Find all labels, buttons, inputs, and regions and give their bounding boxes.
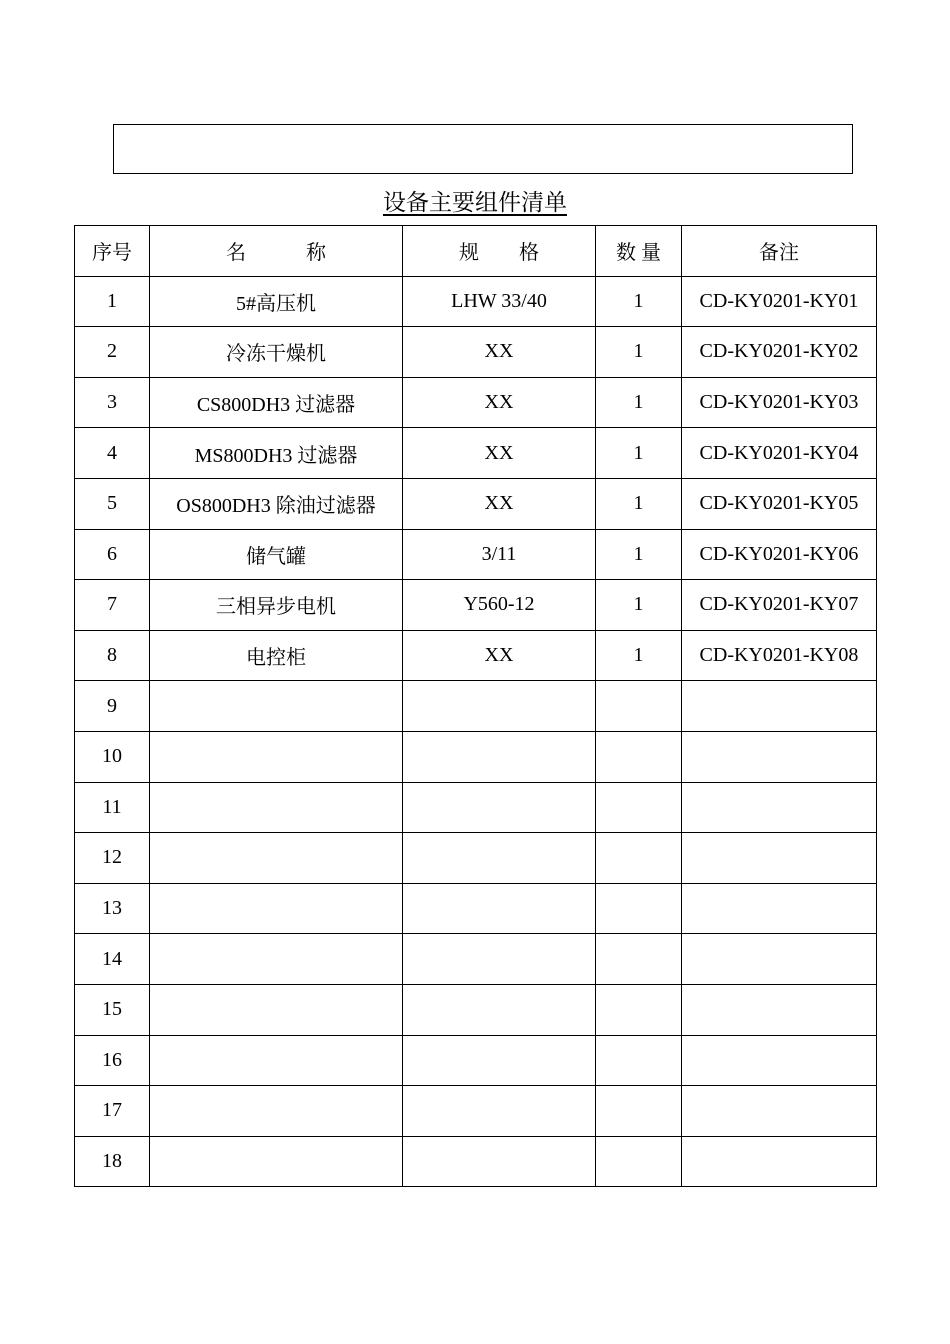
cell-name [150,934,403,985]
cell-spec [403,731,596,782]
table-row [75,883,877,934]
table-row [75,276,877,327]
cell-quantity: 1 [596,580,682,631]
table-row [75,934,877,985]
table-row [75,630,877,681]
cell-remark: CD-KY0201-KY04 [682,428,877,479]
cell-spec: XX [403,428,596,479]
header-quantity: 数 量 [596,226,682,277]
cell-spec: LHW 33/40 [403,276,596,327]
cell-index: 16 [75,1035,150,1086]
cell-quantity: 1 [596,276,682,327]
table-row [75,681,877,732]
header-name: 名 称 [150,226,403,277]
cell-index: 1 [75,276,150,327]
cell-quantity: 1 [596,428,682,479]
cell-quantity [596,833,682,884]
cell-name: CS800DH3 过滤器 [150,377,403,428]
cell-quantity: 1 [596,529,682,580]
cell-name [150,984,403,1035]
cell-name [150,1136,403,1187]
cell-spec [403,984,596,1035]
table-row [75,731,877,782]
cell-remark [682,782,877,833]
cell-quantity: 1 [596,630,682,681]
table-row [75,833,877,884]
header-spec: 规 格 [403,226,596,277]
document-title: 设备主要组件清单 [383,190,567,215]
cell-quantity [596,1035,682,1086]
cell-spec [403,883,596,934]
cell-index: 2 [75,327,150,378]
cell-name: MS800DH3 过滤器 [150,428,403,479]
cell-index: 10 [75,731,150,782]
cell-index: 13 [75,883,150,934]
cell-remark: CD-KY0201-KY01 [682,276,877,327]
cell-name [150,883,403,934]
cell-remark [682,934,877,985]
cell-index: 5 [75,478,150,529]
table-row [75,478,877,529]
cell-remark: CD-KY0201-KY02 [682,327,877,378]
cell-spec [403,1035,596,1086]
table-row [75,1086,877,1137]
cell-name [150,731,403,782]
cell-remark: CD-KY0201-KY06 [682,529,877,580]
cell-index: 12 [75,833,150,884]
cell-quantity [596,883,682,934]
cell-quantity: 1 [596,377,682,428]
cell-index: 14 [75,934,150,985]
cell-spec [403,1136,596,1187]
table-row [75,529,877,580]
table-row [75,1136,877,1187]
table-row [75,782,877,833]
cell-index: 7 [75,580,150,631]
cell-remark: CD-KY0201-KY05 [682,478,877,529]
cell-name: 三相异步电机 [150,580,403,631]
cell-name [150,1086,403,1137]
cell-spec: XX [403,377,596,428]
cell-index: 3 [75,377,150,428]
cell-spec [403,1086,596,1137]
cell-quantity [596,934,682,985]
cell-spec: XX [403,478,596,529]
table-row [75,1035,877,1086]
cell-remark [682,883,877,934]
cell-spec [403,681,596,732]
cell-index: 6 [75,529,150,580]
cell-index: 15 [75,984,150,1035]
cell-remark: CD-KY0201-KY07 [682,580,877,631]
cell-name [150,782,403,833]
cell-quantity [596,1136,682,1187]
cell-remark [682,1035,877,1086]
cell-quantity [596,731,682,782]
cell-name: 冷冻干燥机 [150,327,403,378]
cell-spec: 3/11 [403,529,596,580]
cell-index: 4 [75,428,150,479]
cell-name [150,681,403,732]
cell-name: 电控柜 [150,630,403,681]
cell-name: 5#高压机 [150,276,403,327]
table-row [75,580,877,631]
cell-name [150,833,403,884]
cell-name [150,1035,403,1086]
cell-quantity: 1 [596,327,682,378]
cell-spec [403,934,596,985]
table-row [75,984,877,1035]
cell-spec: XX [403,630,596,681]
cell-name: OS800DH3 除油过滤器 [150,478,403,529]
cell-remark [682,731,877,782]
cell-remark: CD-KY0201-KY03 [682,377,877,428]
cell-index: 18 [75,1136,150,1187]
cell-remark [682,681,877,732]
cell-remark [682,1086,877,1137]
cell-spec: XX [403,327,596,378]
table-row [75,327,877,378]
cell-quantity [596,984,682,1035]
cell-spec [403,833,596,884]
cell-index: 8 [75,630,150,681]
header-index: 序号 [75,226,150,277]
cell-quantity: 1 [596,478,682,529]
table-row [75,377,877,428]
cell-remark: CD-KY0201-KY08 [682,630,877,681]
cell-spec [403,782,596,833]
cell-remark [682,833,877,884]
cell-index: 17 [75,1086,150,1137]
cell-index: 9 [75,681,150,732]
header-remark: 备注 [682,226,877,277]
cell-name: 储气罐 [150,529,403,580]
cell-quantity [596,782,682,833]
cell-spec: Y560-12 [403,580,596,631]
components-table [74,225,877,1187]
table-header-row [75,226,877,277]
cell-quantity [596,1086,682,1137]
header-box [113,124,853,174]
cell-index: 11 [75,782,150,833]
cell-remark [682,984,877,1035]
cell-quantity [596,681,682,732]
cell-remark [682,1136,877,1187]
table-row [75,428,877,479]
